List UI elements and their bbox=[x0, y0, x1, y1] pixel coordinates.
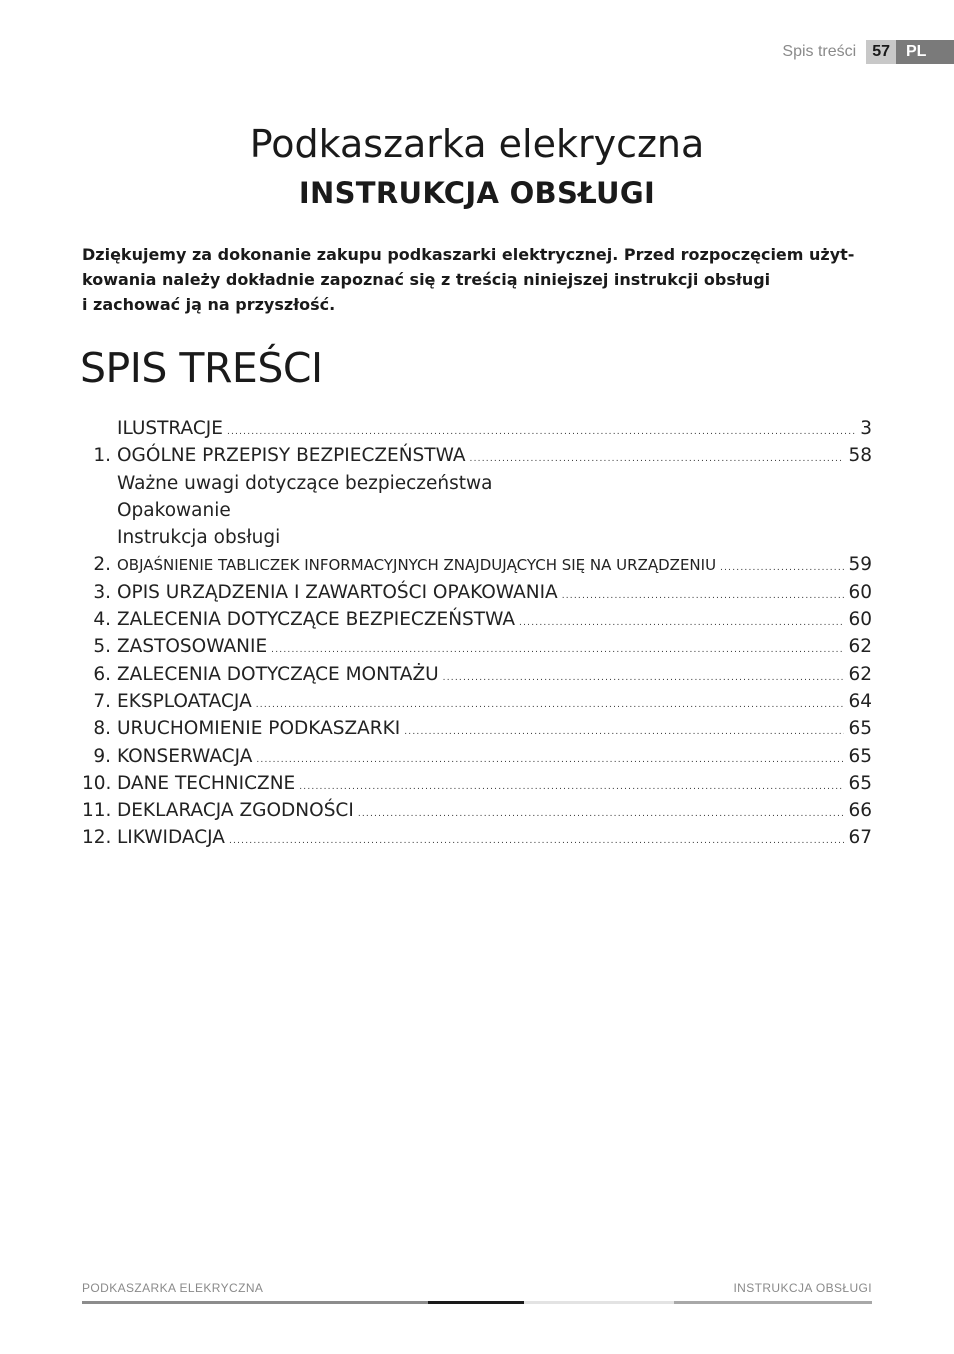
toc-entry-page: 65 bbox=[848, 718, 872, 740]
toc-entry[interactable] bbox=[82, 691, 872, 718]
toc-entry-page: 58 bbox=[848, 445, 872, 467]
toc-entry-page: 60 bbox=[848, 581, 872, 603]
toc-entry-page: 60 bbox=[848, 609, 872, 631]
toc-entry-label: URUCHOMIENIE PODKASZARKI bbox=[117, 718, 401, 740]
toc-entry-label: OGÓLNE PRZEPISY BEZPIECZEŃSTWA bbox=[117, 445, 466, 467]
toc-entry-number: 12. bbox=[82, 827, 112, 849]
toc-entry[interactable] bbox=[82, 746, 872, 773]
toc-entry-number: 2. bbox=[93, 554, 111, 576]
toc-entry-label: ILUSTRACJE bbox=[117, 418, 223, 439]
toc-dot-leader bbox=[720, 563, 844, 573]
toc-entry-number: 11. bbox=[82, 800, 112, 822]
toc-entry-page: 62 bbox=[848, 636, 872, 658]
toc-entry-number: 4. bbox=[93, 609, 111, 631]
toc-entry[interactable] bbox=[82, 609, 872, 636]
toc-entry[interactable] bbox=[82, 527, 872, 554]
intro-line: Dziękujemy za dokonanie zakupu podkaszarki elektrycznej. Przed rozpoczęciem użyt- bbox=[82, 245, 855, 264]
toc-entry-label: ZASTOSOWANIE bbox=[117, 636, 268, 658]
toc-entry[interactable] bbox=[82, 827, 872, 854]
toc-entry-number: 10. bbox=[82, 772, 112, 794]
toc-entry[interactable] bbox=[82, 718, 872, 745]
toc-entry-page: 66 bbox=[848, 800, 872, 822]
toc-dot-leader bbox=[470, 454, 845, 464]
toc-dot-leader bbox=[443, 673, 845, 683]
toc-entry[interactable] bbox=[82, 773, 872, 800]
toc-dot-leader bbox=[256, 700, 845, 710]
intro-line: kowania należy dokładnie zapoznać się z treścią niniejszej instrukcji obsługi bbox=[82, 270, 771, 289]
table-of-contents bbox=[82, 418, 872, 855]
toc-entry-number: 6. bbox=[93, 663, 111, 685]
intro-line: i zachować ją na przyszłość. bbox=[82, 295, 336, 314]
document-title: Podkaszarka elekryczna bbox=[249, 122, 705, 166]
toc-dot-leader bbox=[227, 427, 856, 437]
footer-product-name: PODKASZARKA ELEKRYCZNA bbox=[82, 1281, 264, 1295]
toc-entry-label: Opakowanie bbox=[117, 499, 231, 521]
toc-entry[interactable] bbox=[82, 500, 872, 527]
toc-entry[interactable] bbox=[82, 554, 872, 581]
toc-entry[interactable] bbox=[82, 664, 872, 691]
toc-entry-label: DANE TECHNICZNE bbox=[117, 772, 296, 794]
toc-dot-leader bbox=[271, 645, 844, 655]
footer-manual-name: INSTRUKCJA OBSŁUGI bbox=[733, 1281, 872, 1295]
toc-entry-label: OBJAŚNIENIE TABLICZEK INFORMACYJNYCH ZNAJDUJĄCYCH SIĘ NA URZĄDZENIU bbox=[117, 556, 717, 575]
page-header bbox=[782, 40, 954, 64]
toc-entry-label: KONSERWACJA bbox=[117, 745, 253, 767]
footer-rule-segment bbox=[524, 1301, 674, 1304]
toc-dot-leader bbox=[404, 727, 844, 737]
toc-entry[interactable] bbox=[82, 636, 872, 663]
document-subtitle: INSTRUKCJA OBSŁUGI bbox=[298, 176, 656, 210]
toc-entry[interactable] bbox=[82, 445, 872, 472]
toc-entry-page: 64 bbox=[848, 690, 872, 712]
toc-entry[interactable] bbox=[82, 418, 872, 445]
section-label: Spis treści bbox=[782, 43, 857, 60]
toc-entry-number: 5. bbox=[93, 636, 111, 658]
toc-heading: SPIS TREŚCI bbox=[80, 344, 323, 392]
toc-entry-page: 59 bbox=[848, 554, 872, 576]
toc-dot-leader bbox=[562, 591, 845, 601]
toc-entry[interactable] bbox=[82, 473, 872, 500]
toc-entry-page: 3 bbox=[860, 418, 872, 439]
toc-entry-number: 9. bbox=[93, 745, 111, 767]
toc-dot-leader bbox=[229, 836, 845, 846]
toc-entry-label: ZALECENIA DOTYCZĄCE MONTAŻU bbox=[117, 663, 439, 685]
toc-entry-page: 62 bbox=[848, 663, 872, 685]
toc-entry[interactable] bbox=[82, 582, 872, 609]
toc-entry-number: 3. bbox=[93, 581, 111, 603]
language-badge: PL bbox=[896, 40, 954, 64]
toc-dot-leader bbox=[358, 809, 845, 819]
toc-entry-page: 67 bbox=[848, 827, 872, 849]
toc-entry-label: DEKLARACJA ZGODNOŚCI bbox=[117, 800, 354, 822]
toc-entry-number: 1. bbox=[93, 445, 111, 467]
toc-entry[interactable] bbox=[82, 800, 872, 827]
footer-rule-segment bbox=[428, 1301, 524, 1304]
toc-entry-number: 8. bbox=[93, 718, 111, 740]
page-number: 57 bbox=[866, 40, 896, 64]
toc-entry-page: 65 bbox=[848, 745, 872, 767]
toc-entry-label: LIKWIDACJA bbox=[117, 827, 225, 849]
toc-dot-leader bbox=[299, 782, 844, 792]
toc-entry-label: Ważne uwagi dotyczące bezpieczeństwa bbox=[117, 472, 493, 494]
toc-entry-label: ZALECENIA DOTYCZĄCE BEZPIECZEŃSTWA bbox=[117, 609, 516, 631]
toc-entry-label: EKSPLOATACJA bbox=[117, 690, 252, 712]
footer-rule-segment bbox=[674, 1301, 872, 1304]
toc-dot-leader bbox=[519, 618, 844, 628]
toc-entry-page: 65 bbox=[848, 772, 872, 794]
toc-entry-number: 7. bbox=[93, 690, 111, 712]
toc-entry-label: OPIS URZĄDZENIA I ZAWARTOŚCI OPAKOWANIA bbox=[117, 581, 558, 603]
toc-dot-leader bbox=[256, 755, 844, 765]
toc-entry-label: Instrukcja obsługi bbox=[117, 527, 281, 549]
intro-paragraph bbox=[82, 242, 882, 317]
footer-rule-segment bbox=[82, 1301, 428, 1304]
